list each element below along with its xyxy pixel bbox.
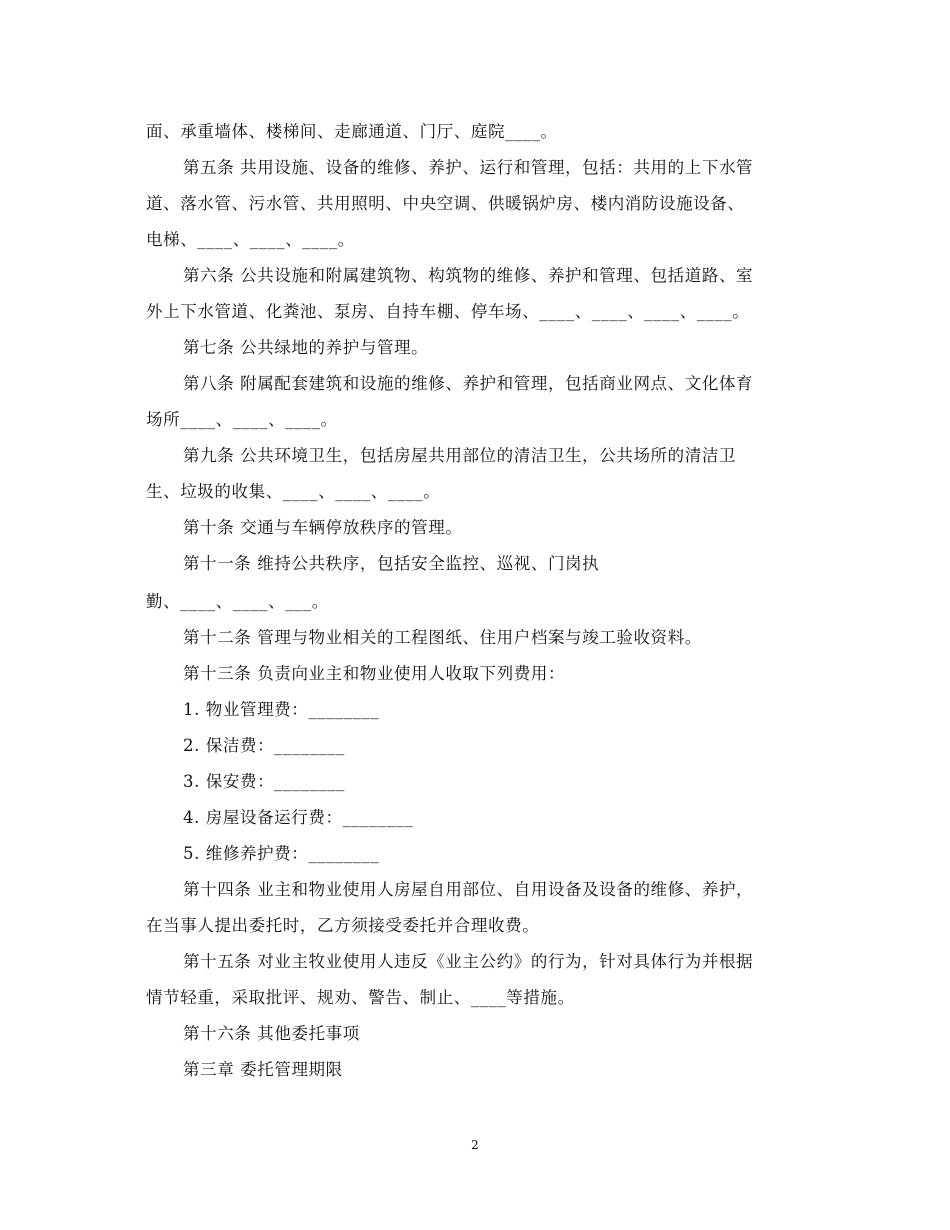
page-number: 2 [471,1138,479,1152]
text-line-1: 面、承重墙体、楼梯间、走廊通道、门厅、庭院____。 [146,122,558,141]
text-line-14: 勤、____、____、___。 [146,592,329,611]
list-item-fee-3: 3. 保安费：________ [183,772,345,791]
list-item-fee-4: 4. 房屋设备运行费：________ [183,808,414,827]
text-line-8: 第八条 附属配套建筑和设施的维修、养护和管理，包括商业网点、文化体育 [183,374,754,393]
text-line-5: 第六条 公共设施和附属建筑物、构筑物的维修、养护和管理、包括道路、室 [183,266,754,285]
text-line-11: 生、垃圾的收集、____、____、____。 [146,482,441,501]
text-line-3: 道、落水管、污水管、共用照明、中央空调、供暖锅炉房、楼内消防设施设备、 [146,194,745,213]
text-line-4: 电梯、____、____、____。 [146,230,355,249]
text-line-6: 外上下水管道、化粪池、泵房、自持车棚、停车场、____、____、____、____。 [146,302,750,321]
text-line-7: 第七条 公共绿地的养护与管理。 [183,338,429,357]
text-line-24: 第十五条 对业主牧业使用人违反《业主公约》的行为，针对具体行为并根据 [183,952,754,971]
text-line-22: 第十四条 业主和物业使用人房屋自用部位、自用设备及设备的维修、养护， [183,880,754,899]
text-line-16: 第十三条 负责向业主和物业使用人收取下列费用： [183,664,566,683]
text-line-26: 第十六条 其他委托事项 [183,1024,360,1043]
text-line-23: 在当事人提出委托时，乙方须接受委托并合理收费。 [146,916,540,935]
list-item-fee-1: 1. 物业管理费：________ [183,700,380,719]
text-line-25: 情节轻重，采取批评、规劝、警告、制止、____等措施。 [146,988,575,1007]
list-item-fee-2: 2. 保洁费：________ [183,736,345,755]
text-line-15: 第十二条 管理与物业相关的工程图纸、住用户档案与竣工验收资料。 [183,628,702,647]
list-item-fee-5: 5. 维修养护费：________ [183,844,380,863]
text-line-10: 第九条 公共环境卫生，包括房屋共用部位的清洁卫生，公共场所的清洁卫 [183,446,737,465]
chapter-heading: 第三章 委托管理期限 [183,1060,343,1079]
text-line-12: 第十条 交通与车辆停放秩序的管理。 [183,518,463,537]
text-line-2: 第五条 共用设施、设备的维修、养护、运行和管理，包括：共用的上下水管 [183,158,754,177]
text-line-13: 第十一条 维持公共秩序，包括安全监控、巡视、门岗执 [183,554,600,573]
text-line-9: 场所____、____、____。 [146,410,338,429]
